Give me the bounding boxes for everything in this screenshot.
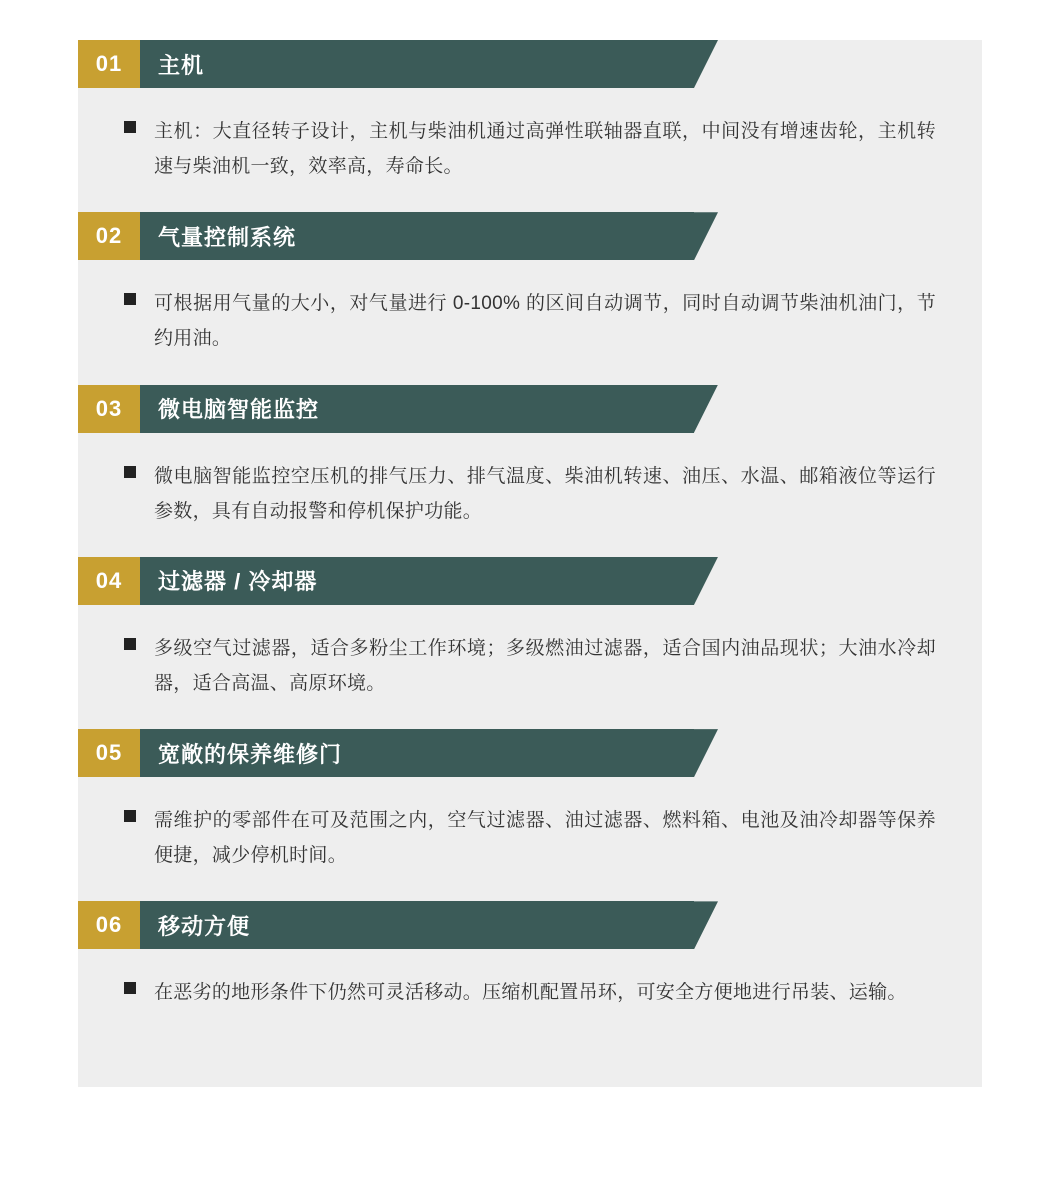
square-bullet-icon xyxy=(124,121,136,133)
section-body xyxy=(78,605,982,729)
square-bullet-icon xyxy=(124,293,136,305)
square-bullet-icon xyxy=(124,810,136,822)
section-body xyxy=(78,88,982,212)
section-body-text: 在恶劣的地形条件下仍然可灵活移动。压缩机配置吊环，可安全方便地进行吊装、运输。 xyxy=(154,982,907,1004)
section-body-text: 主机：大直径转子设计，主机与柴油机通过高弹性联轴器直联，中间没有增速齿轮，主机转速与柴油机一致，效率高，寿命长。 xyxy=(154,121,936,178)
section-title: 宽敞的保养维修门 xyxy=(158,741,343,767)
feature-section xyxy=(78,901,982,1050)
banner-tail-icon xyxy=(694,40,718,88)
section-title: 气量控制系统 xyxy=(158,224,297,250)
section-body xyxy=(78,949,982,1050)
banner-tail-icon xyxy=(694,212,718,260)
banner-tail-icon xyxy=(694,729,718,777)
square-bullet-icon xyxy=(124,982,136,994)
section-body-text: 可根据用气量的大小，对气量进行 0-100% 的区间自动调节，同时自动调节柴油机油门，节约用油。 xyxy=(154,293,936,350)
banner-tail-icon xyxy=(694,557,718,605)
section-number: 03 xyxy=(78,385,140,433)
banner-tail-icon xyxy=(694,385,718,433)
section-number: 02 xyxy=(78,212,140,260)
section-banner xyxy=(78,40,694,88)
section-banner xyxy=(78,729,694,777)
square-bullet-icon xyxy=(124,466,136,478)
section-title: 移动方便 xyxy=(158,913,251,939)
feature-list xyxy=(78,40,982,1051)
feature-section xyxy=(78,212,982,384)
section-banner xyxy=(78,212,694,260)
section-body-text: 多级空气过滤器，适合多粉尘工作环境；多级燃油过滤器，适合国内油品现状；大油水冷却器，适合高温、高原环境。 xyxy=(154,637,936,694)
square-bullet-icon xyxy=(124,638,136,650)
section-title-wrap xyxy=(140,557,694,605)
feature-section xyxy=(78,385,982,557)
section-title: 主机 xyxy=(158,52,205,78)
section-number: 05 xyxy=(78,729,140,777)
section-title-wrap xyxy=(140,901,694,949)
section-number: 06 xyxy=(78,901,140,949)
section-banner xyxy=(78,901,694,949)
banner-tail-icon xyxy=(694,901,718,949)
section-body xyxy=(78,433,982,557)
section-banner xyxy=(78,557,694,605)
section-body xyxy=(78,777,982,901)
section-title: 微电脑智能监控 xyxy=(158,397,320,423)
section-body xyxy=(78,260,982,384)
feature-section xyxy=(78,557,982,729)
feature-section xyxy=(78,40,982,212)
section-body-text: 微电脑智能监控空压机的排气压力、排气温度、柴油机转速、油压、水温、邮箱液位等运行参数，具有自动报警和停机保护功能。 xyxy=(154,465,936,522)
section-title-wrap xyxy=(140,212,694,260)
feature-section xyxy=(78,729,982,901)
section-number: 04 xyxy=(78,557,140,605)
section-body-text: 需维护的零部件在可及范围之内，空气过滤器、油过滤器、燃料箱、电池及油冷却器等保养便捷，减少停机时间。 xyxy=(154,810,936,867)
section-banner xyxy=(78,385,694,433)
section-title-wrap xyxy=(140,40,694,88)
section-title: 过滤器 / 冷却器 xyxy=(158,569,318,595)
section-number: 01 xyxy=(78,40,140,88)
section-title-wrap xyxy=(140,385,694,433)
section-title-wrap xyxy=(140,729,694,777)
